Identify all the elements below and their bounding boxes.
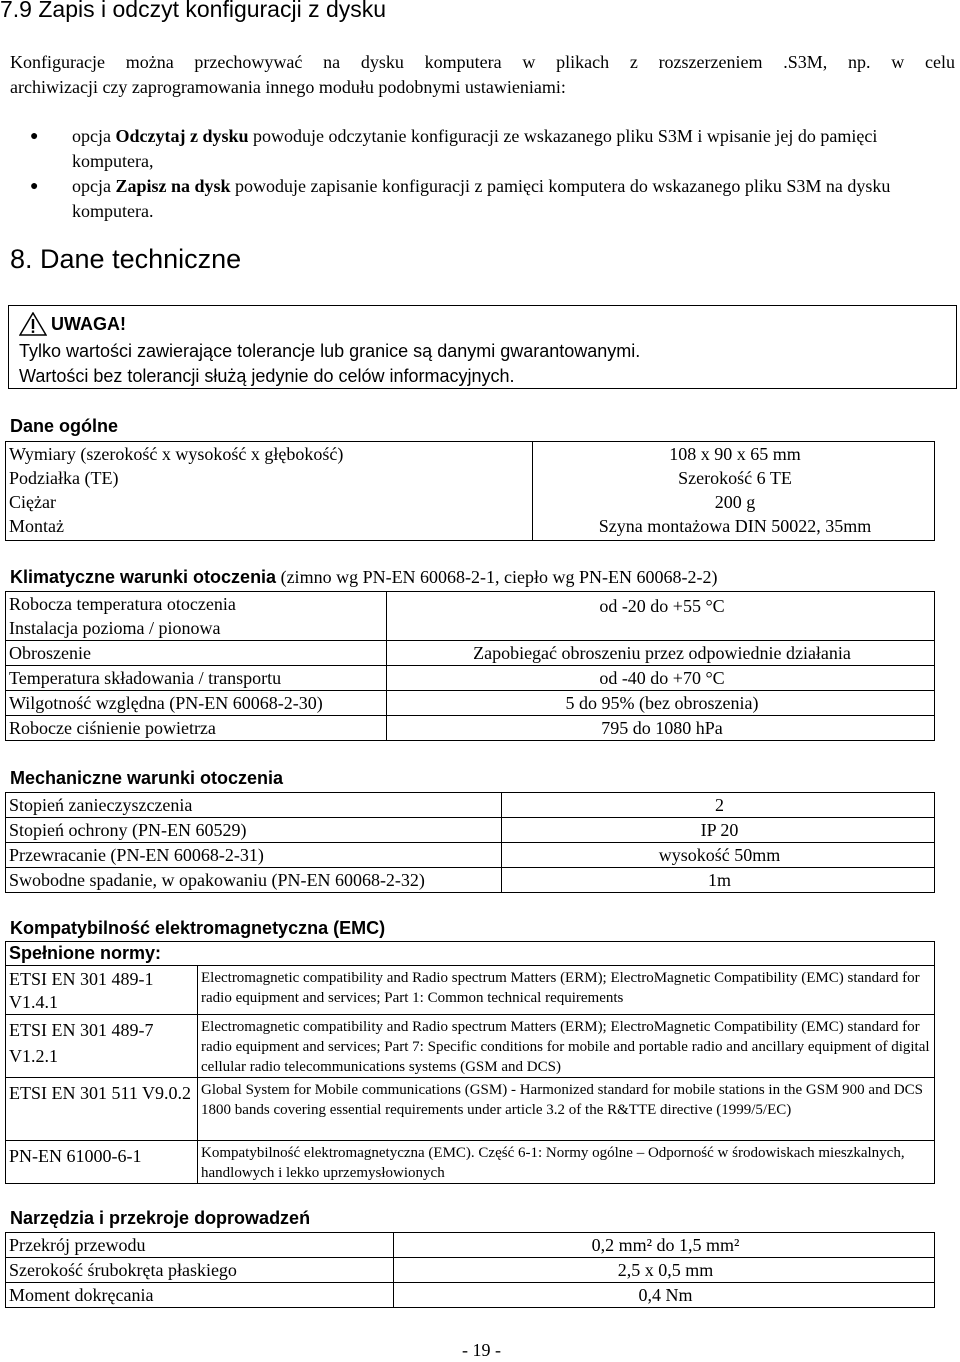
- emc-table: [5, 941, 935, 1184]
- table-row: Przewracanie (PN-EN 60068-2-31) wysokość 50mm: [6, 843, 935, 868]
- warning-label: UWAGA!: [51, 313, 126, 334]
- warning-line-2: Wartości bez tolerancji służą jedynie do celów informacyjnych.: [19, 366, 515, 386]
- list-item: ● opcja Zapisz na dysk powoduje zapisanie konfiguracji z pamięci komputera do wskazanego pliku S3M na dysku komputera.: [30, 176, 891, 221]
- tools-heading: Narzędzia i przekroje doprowadzeń: [10, 1208, 311, 1228]
- intro-paragraph: [10, 50, 955, 100]
- table-row: Przekrój przewodu 0,2 mm² do 1,5 mm²: [6, 1233, 935, 1258]
- warning-line-1: Tylko wartości zawierające tolerancje lub granice są danymi gwarantowanymi.: [19, 341, 641, 361]
- climatic-heading: Klimatyczne warunki otoczenia (zimno wg PN-EN 60068-2-1, ciepło wg PN-EN 60068-2-2): [10, 567, 718, 587]
- warning-box: [8, 305, 957, 389]
- table-row: Swobodne spadanie, w opakowaniu (PN-EN 60068-2-32) 1m: [6, 868, 935, 893]
- intro-line-2: archiwizacji czy zaprogramowania innego modułu podobnymi ustawieniami:: [10, 77, 566, 97]
- table-row: ETSI EN 301 489-7 V1.2.1 Electromagnetic compatibility and Radio spectrum Matters (ERM); ElectroMagnetic Compatibility (EMC) standard for radio equipment and services; Part 7: Specific conditions for mobile and portable radio and ancillary equipment of digital cellular radio telecommunications systems (GSM and DCS): [6, 1015, 935, 1078]
- section-8-heading: 8. Dane techniczne: [10, 244, 242, 274]
- general-table: [5, 441, 935, 541]
- table-row: Robocza temperatura otoczenia od -20 do +55 °C: [6, 592, 935, 617]
- table-row: Robocze ciśnienie powietrza 795 do 1080 hPa: [6, 716, 935, 741]
- table-row: Szerokość śrubokręta płaskiego 2,5 x 0,5 mm: [6, 1258, 935, 1283]
- bullet-icon: ●: [30, 179, 39, 194]
- section-7-9-heading: 7.9 Zapis i odczyt konfiguracji z dysku: [0, 0, 387, 22]
- tools-table: [5, 1232, 935, 1308]
- table-row: ETSI EN 301 511 V9.0.2 Global System for Mobile communications (GSM) - Harmonized standard for mobile stations in the GSM 900 and DCS 1800 bands covering essential requirements under article 3.2 of the R&TTE directive (1999/5/EC): [6, 1078, 935, 1141]
- table-row: Instalacja pozioma / pionowa: [6, 616, 935, 641]
- emc-heading: Kompatybilność elektromagnetyczna (EMC): [10, 918, 386, 938]
- table-row: [6, 942, 935, 966]
- table-row: Obroszenie Zapobiegać obroszeniu przez odpowiednie działania: [6, 641, 935, 666]
- table-row: Stopień ochrony (PN-EN 60529) IP 20: [6, 818, 935, 843]
- table-row: Podziałka (TE) Szerokość 6 TE: [6, 466, 935, 490]
- table-row: Montaż Szyna montażowa DIN 50022, 35mm: [6, 514, 935, 541]
- warning-header: [19, 312, 126, 336]
- climatic-table: [5, 591, 935, 741]
- list-item: ● opcja Odczytaj z dysku powoduje odczytanie konfiguracji ze wskazanego pliku S3M i wpisanie jej do pamięci komputera,: [30, 126, 878, 171]
- table-row: Moment dokręcania 0,4 Nm: [6, 1283, 935, 1308]
- warning-triangle-icon: [19, 312, 47, 336]
- bullet-icon: ●: [30, 129, 39, 144]
- intro-line-1: Konfiguracje można przechowywać na dysku komputera w plikach z rozszerzeniem .S3M, np. w celu: [10, 52, 955, 72]
- mechanical-table: [5, 792, 935, 893]
- table-row: Wymiary (szerokość x wysokość x głębokość) 108 x 90 x 65 mm: [6, 442, 935, 467]
- table-row: Wilgotność względna (PN-EN 60068-2-30) 5 do 95% (bez obroszenia): [6, 691, 935, 716]
- mechanical-heading: Mechaniczne warunki otoczenia: [10, 768, 284, 788]
- options-list: [20, 124, 955, 224]
- table-row: Ciężar 200 g: [6, 490, 935, 514]
- table-row: ETSI EN 301 489-1 V1.4.1 Electromagnetic compatibility and Radio spectrum Matters (ERM); ElectroMagnetic Compatibility (EMC) standard for radio equipment and services; Part 1: Common technical requirements: [6, 966, 935, 1015]
- table-row: Stopień zanieczyszczenia 2: [6, 793, 935, 818]
- table-row: PN-EN 61000-6-1 Kompatybilność elektromagnetyczna (EMC). Część 6-1: Normy ogólne – Odporność w środowiskach mieszkalnych, handlowych i lekko uprzemysłowionych: [6, 1141, 935, 1184]
- table-row: Temperatura składowania / transportu od -40 do +70 °C: [6, 666, 935, 691]
- emc-subtitle: Spełnione normy:: [6, 942, 935, 966]
- general-heading: Dane ogólne: [10, 416, 119, 436]
- page-number: - 19 -: [462, 1340, 501, 1360]
